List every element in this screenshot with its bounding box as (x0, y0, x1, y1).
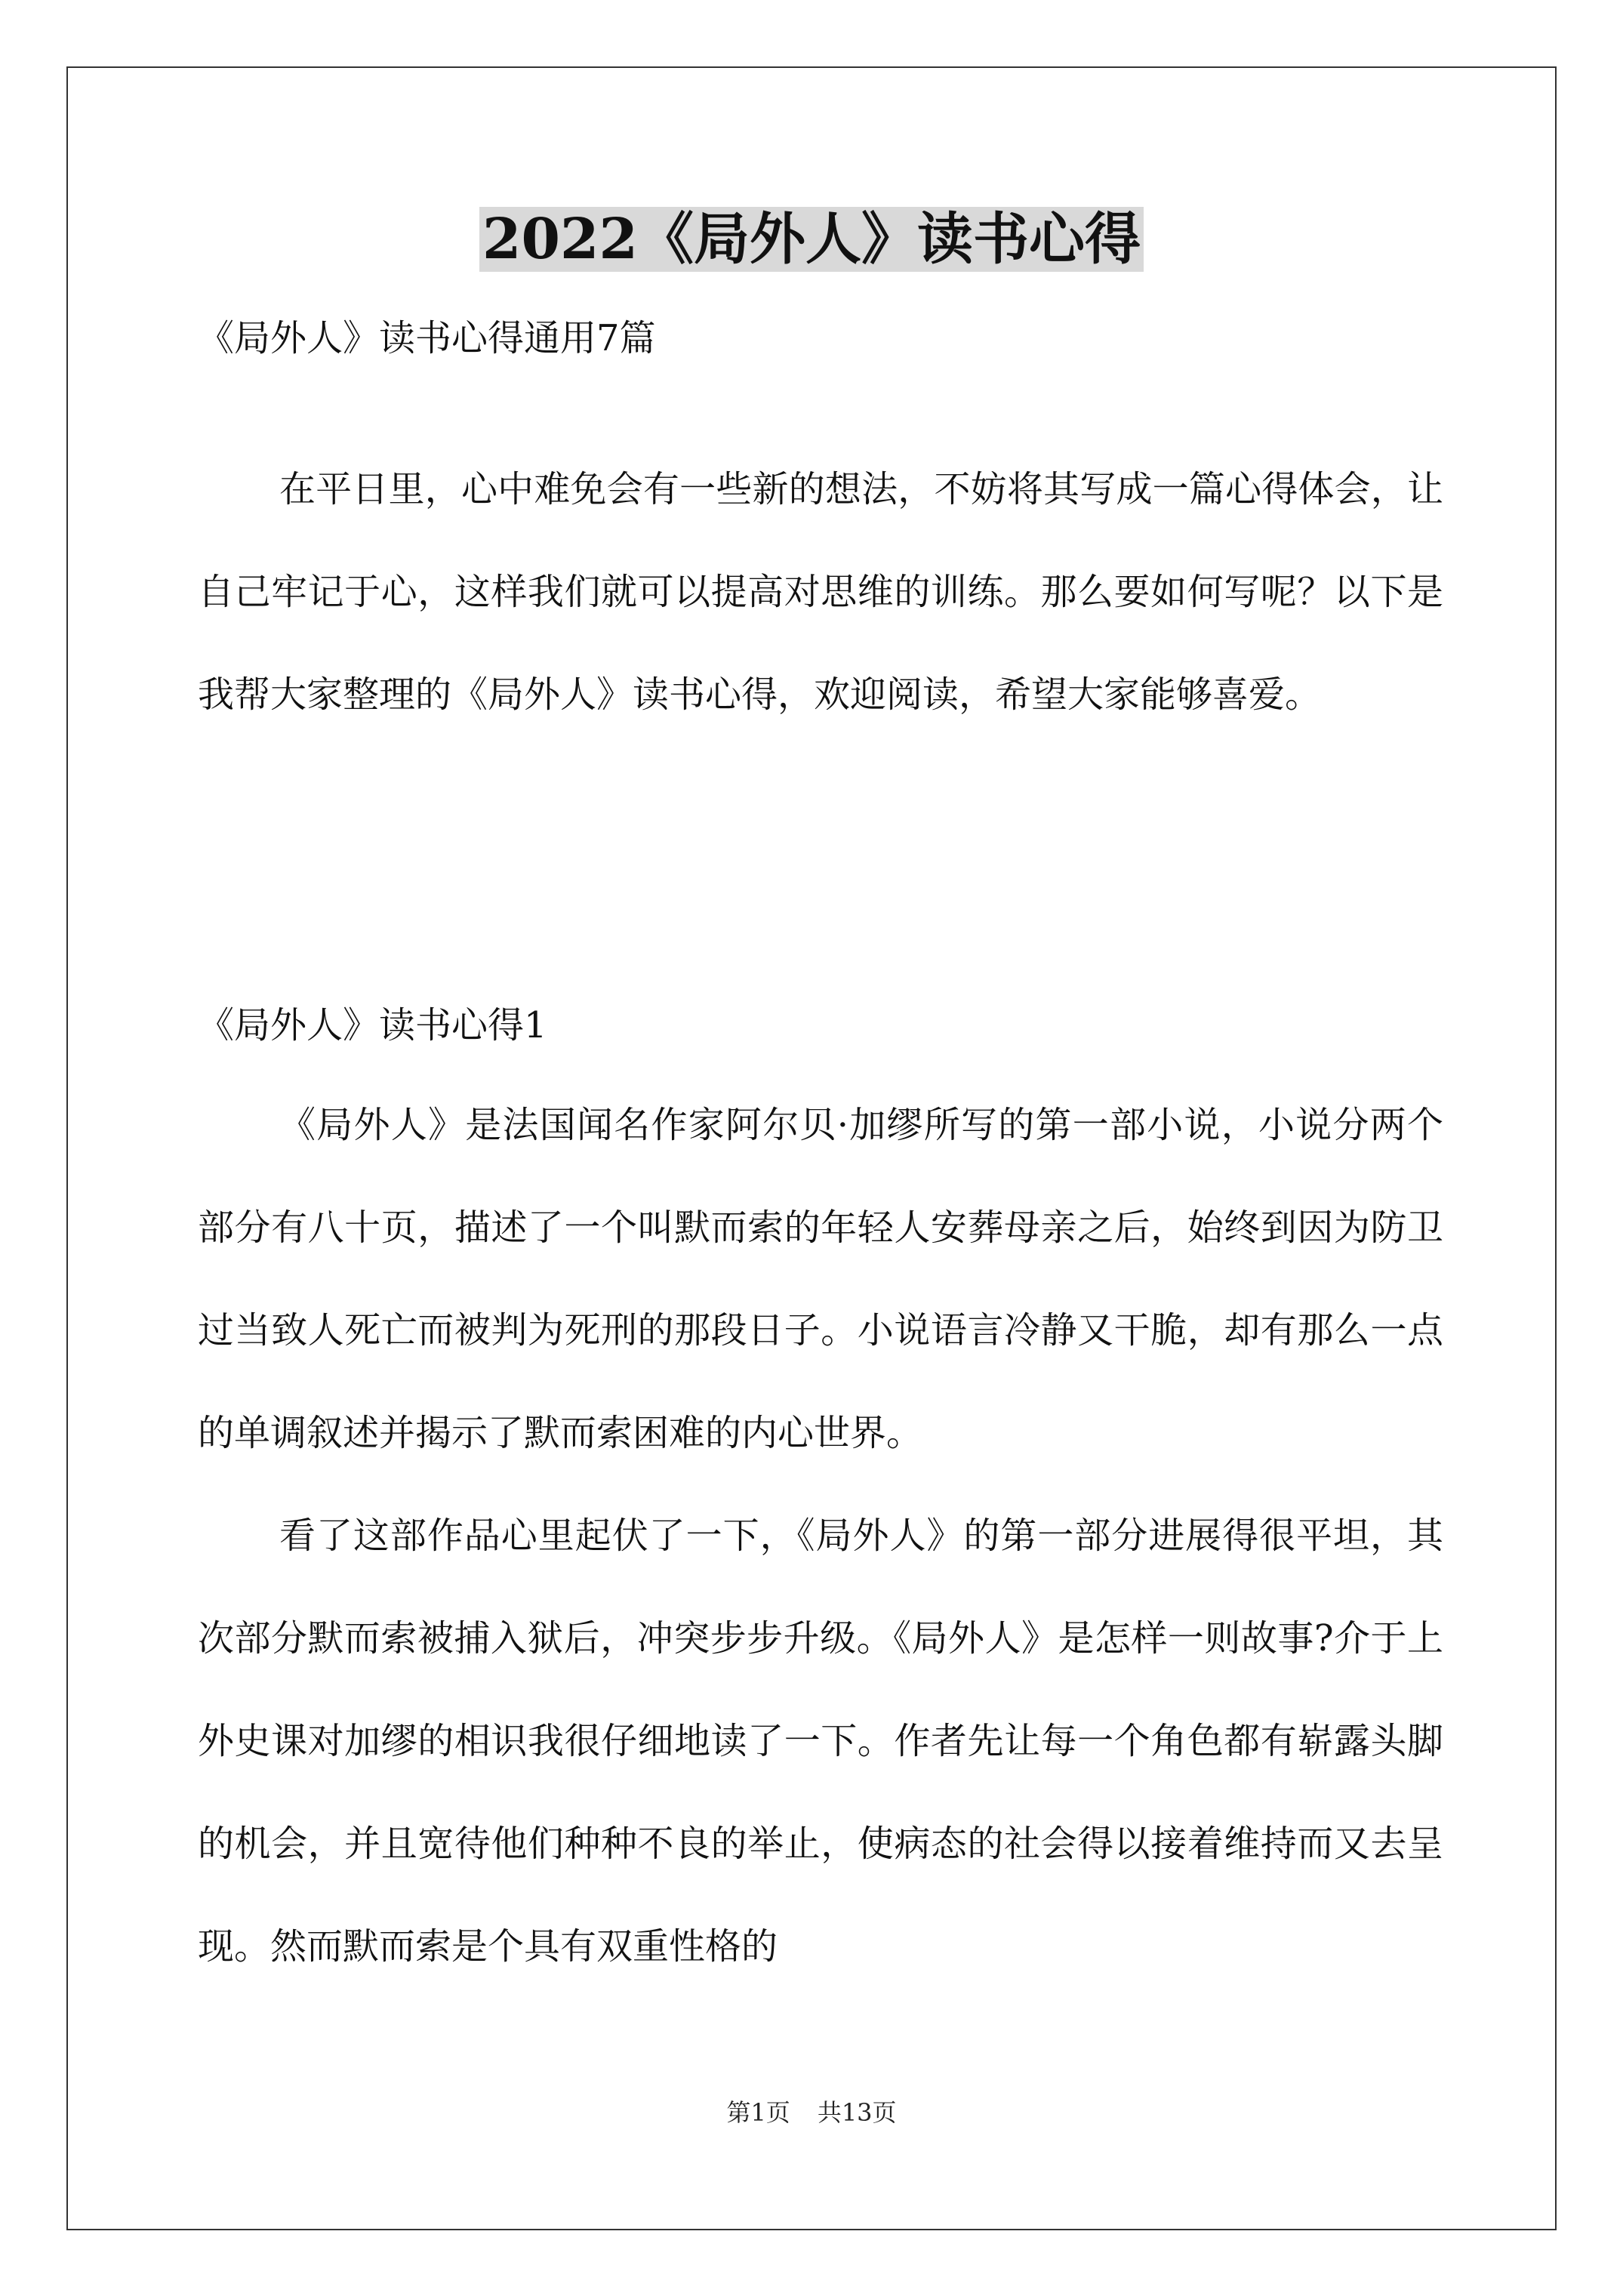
body-paragraph-1: 《局外人》是法国闻名作家阿尔贝·加缪所写的第一部小说，小说分两个部分有八十页，描述了一个叫默而索的年轻人安葬母亲之后，始终到因为防卫过当致人死亡而被判为死刑的那段日子。小说语言冷静又干脆，却有那么一点的单调叙述并揭示了默而索困难的内心世界。 (198, 1104, 1443, 1454)
page-footer (0, 2097, 1623, 2128)
page-number-current: 第1页 (726, 2098, 790, 2127)
body-paragraph-2: 看了这部作品心里起伏了一下，《局外人》的第一部分进展得很平坦，其次部分默而索被捕入狱后，冲突步步升级。《局外人》是怎样一则故事?介于上外史课对加缪的相识我很仔细地读了一下。作者先让每一个角色都有崭露头脚的机会，并且宽待他们种种不良的举止，使病态的社会得以接着维持而又去呈现。然而默而索是个具有双重性格的 (198, 1515, 1443, 1968)
page-number-total: 共13页 (817, 2098, 897, 2127)
document-subtitle: 《局外人》读书心得通用7篇 (198, 317, 656, 359)
document-title-text: 2022《局外人》读书心得 (479, 207, 1144, 272)
section-heading: 《局外人》读书心得1 (198, 1004, 547, 1046)
intro-paragraph: 在平日里，心中难免会有一些新的想法，不妨将其写成一篇心得体会，让自己牢记于心，这样我们就可以提高对思维的训练。那么要如何写呢？以下是我帮大家整理的《局外人》读书心得，欢迎阅读，希望大家能够喜爱。 (198, 468, 1443, 716)
document-title (0, 198, 1623, 281)
